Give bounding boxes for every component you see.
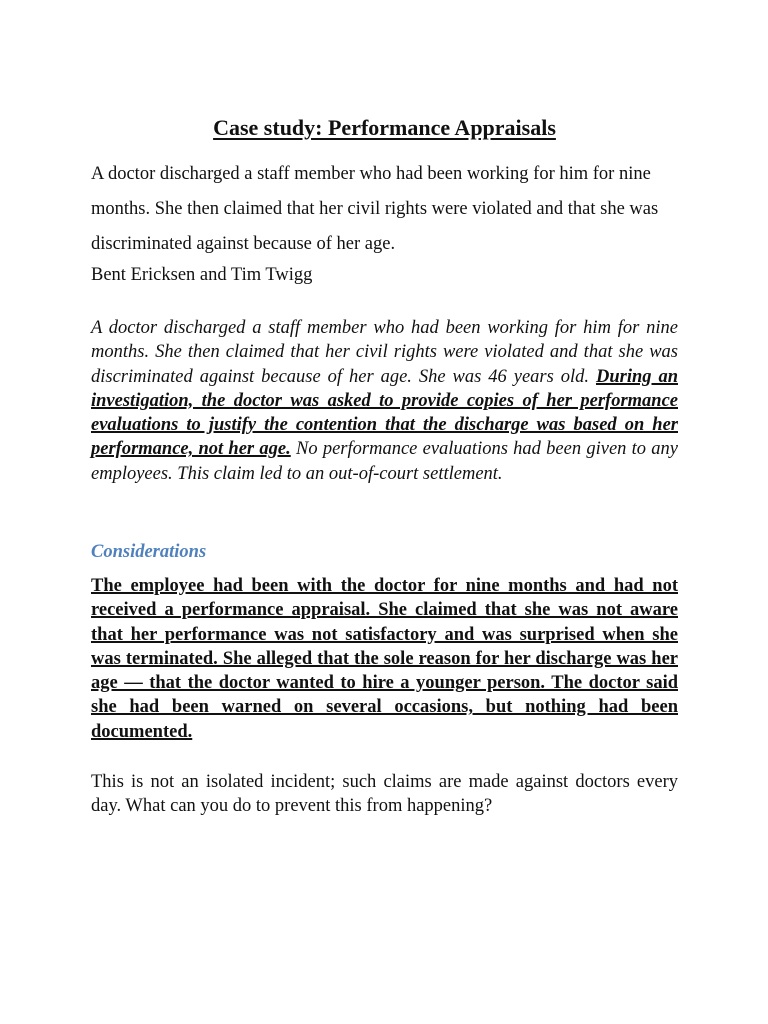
case-text-highlight: During an investigation, the doctor was asked to provide copies of her performance evaluations to justify the contention that the discharge was based on her performance, not her age. (91, 366, 678, 460)
case-text-part1: A doctor discharged a staff member who had been working for him for nine months. She then claimed that her civil rights were violated and that she was discriminated against because of her age. She was 46 years old. (91, 318, 678, 387)
intro-paragraph: A doctor discharged a staff member who had been working for him for nine months. She then claimed that her civil rights were violated and that she was discriminated against because of her age. (91, 164, 659, 254)
considerations-heading: Considerations (91, 542, 207, 562)
closing-paragraph: This is not an isolated incident; such claims are made against doctors every day. What can you do to prevent this from happening? (91, 772, 678, 817)
case-text-part2: No performance evaluations had been given to any employees. This claim led to an out-of-court settlement. (91, 439, 679, 484)
considerations-paragraph: The employee had been with the doctor for nine months and had not received a performance appraisal. She claimed that she was not aware that her performance was not satisfactory and was surprised when she was terminated. She alleged that the sole reason for her discharge was her age — that the doctor wanted to hire a younger person. The doctor said she had been warned on several occasions, but nothing had been documented. (91, 576, 678, 742)
document-title: Case study: Performance Appraisals (213, 115, 556, 140)
case-paragraph (91, 316, 678, 486)
author-line: Bent Ericksen and Tim Twigg (91, 265, 313, 285)
